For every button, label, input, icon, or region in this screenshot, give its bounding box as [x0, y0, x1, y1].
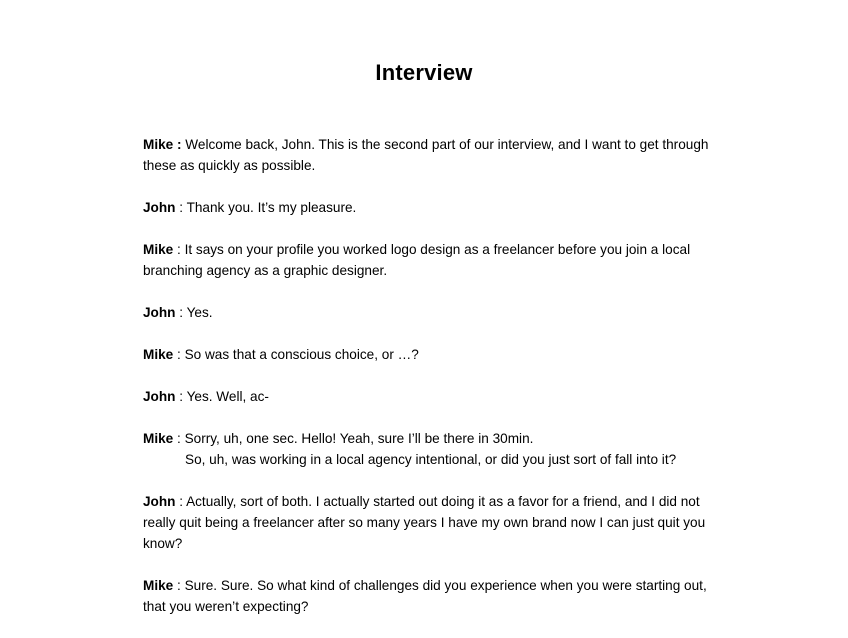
- transcript-entry: [143, 302, 723, 323]
- entry-text: : Actually, sort of both. I actually started out doing it as a favor for a friend, and I did not really quit being a freelancer after so many years I have my own brand now I can just quit you know?: [143, 494, 706, 551]
- entry-continuation: So, uh, was working in a local agency intentional, or did you just sort of fall into it?: [185, 452, 677, 467]
- transcript-entry: [143, 575, 723, 617]
- entry-text: : Sorry, uh, one sec. Hello! Yeah, sure I’ll be there in 30min.: [173, 431, 534, 446]
- speaker-name: Mike: [143, 347, 174, 362]
- entry-text: : Yes.: [175, 305, 213, 320]
- interview-transcript: [143, 134, 723, 638]
- speaker-name: Mike: [143, 578, 174, 593]
- transcript-entry: [143, 428, 723, 470]
- transcript-entry: [143, 344, 723, 365]
- speaker-name: John: [143, 305, 176, 320]
- speaker-name: John: [143, 494, 176, 509]
- entry-text: : So was that a conscious choice, or …?: [173, 347, 419, 362]
- transcript-entry: [143, 134, 723, 176]
- speaker-name: Mike: [143, 242, 174, 257]
- entry-text: : Yes. Well, ac-: [175, 389, 269, 404]
- entry-text: : Sure. Sure. So what kind of challenges did you experience when you were starting out, that you weren’t expecting?: [143, 578, 707, 614]
- document-title: Interview: [375, 60, 473, 85]
- transcript-entry: [143, 239, 723, 281]
- entry-text: : Thank you. It’s my pleasure.: [175, 200, 357, 215]
- speaker-name: Mike :: [143, 137, 182, 152]
- speaker-name: John: [143, 389, 176, 404]
- entry-text: Welcome back, John. This is the second part of our interview, and I want to get through these as quickly as possible.: [143, 137, 709, 173]
- transcript-entry: [143, 491, 723, 554]
- transcript-entry: [143, 386, 723, 407]
- speaker-name: Mike: [143, 431, 174, 446]
- entry-text: : It says on your profile you worked logo design as a freelancer before you join a local branching agency as a graphic designer.: [143, 242, 691, 278]
- transcript-entry: [143, 197, 723, 218]
- speaker-name: John: [143, 200, 176, 215]
